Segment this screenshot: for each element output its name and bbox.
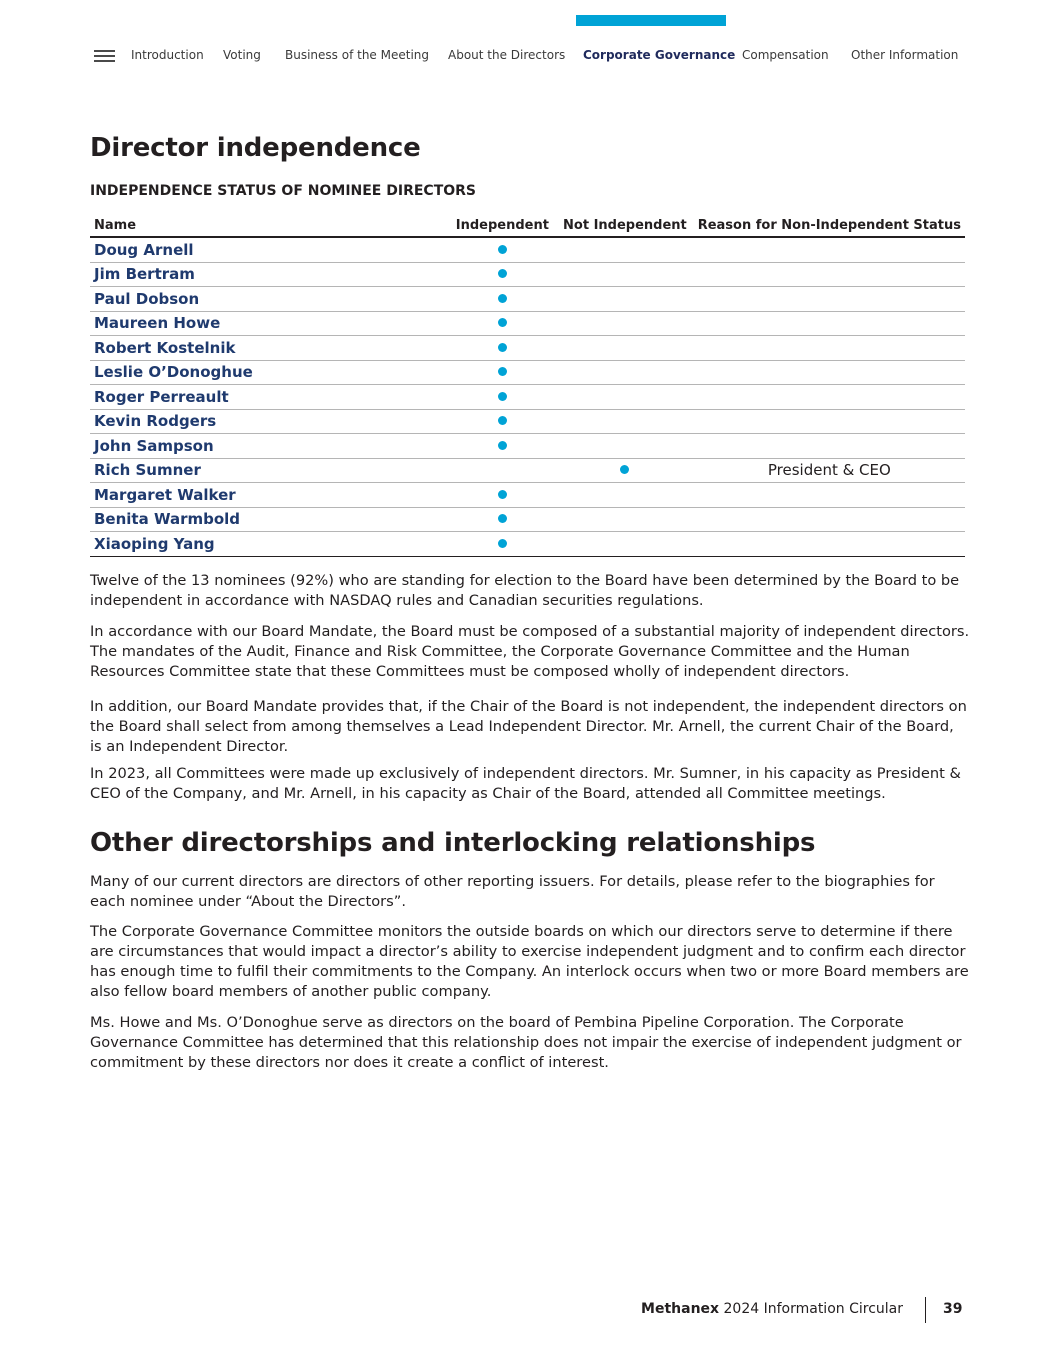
not-independent-cell [556, 360, 694, 385]
not-independent-cell [556, 483, 694, 508]
reason-cell [694, 360, 965, 385]
independent-cell [449, 311, 557, 336]
table-header-row [90, 212, 965, 237]
table-row [90, 532, 965, 557]
independent-cell [449, 287, 557, 312]
independent-cell [449, 360, 557, 385]
active-tab-indicator [576, 15, 726, 26]
section1-paragraph: In addition, our Board Mandate provides that, if the Chair of the Board is not independent, the independent directors on the Board shall select from among themselves a Lead Independent Director. Mr. Arnell, the current Chair of the Board, is an Independent Director. [90, 698, 967, 755]
column-header-not-independent: Not Independent [556, 212, 694, 237]
column-header-reason: Reason for Non-Independent Status [694, 212, 965, 237]
page-footer [0, 1300, 1055, 1324]
status-dot-icon [498, 441, 507, 450]
section1-paragraph: In accordance with our Board Mandate, the Board must be composed of a substantial majority of independent directors. The mandates of the Audit, Finance and Risk Committee, the Corporate Governance Committee and the Human Resources Committee state that these Committees must be composed wholly of independent directors. [90, 623, 970, 680]
reason-cell [694, 311, 965, 336]
independent-cell [449, 385, 557, 410]
nav-item-business-of-the-meeting[interactable]: Business of the Meeting [285, 48, 429, 62]
nav-item-compensation[interactable]: Compensation [742, 48, 829, 62]
director-name: Maureen Howe [90, 311, 449, 336]
section2-paragraph: The Corporate Governance Committee monitors the outside boards on which our directors serve to determine if there are circumstances that would impact a director’s ability to exercise independent judgment and to confirm each director has enough time to fulfil their commitments to the Company. An interlock occurs when two or more Board members are also fellow board members of another public company. [90, 923, 969, 1000]
table-row [90, 237, 965, 262]
director-name: John Sampson [90, 434, 449, 459]
section2-paragraph: Ms. Howe and Ms. O’Donoghue serve as directors on the board of Pembina Pipeline Corporation. The Corporate Governance Committee has determined that this relationship does not impair the exercise of independent judgment or commitment by these directors nor does it create a conflict of interest. [90, 1014, 962, 1071]
table-row [90, 507, 965, 532]
table-row [90, 311, 965, 336]
status-dot-icon [498, 245, 507, 254]
not-independent-cell [556, 458, 694, 483]
independent-cell [449, 336, 557, 361]
reason-cell [694, 507, 965, 532]
nav-item-other-information[interactable]: Other Information [851, 48, 959, 62]
director-name: Xiaoping Yang [90, 532, 449, 557]
nav-item-voting[interactable]: Voting [223, 48, 261, 62]
reason-cell [694, 532, 965, 557]
reason-cell [694, 385, 965, 410]
table-row [90, 262, 965, 287]
director-name: Paul Dobson [90, 287, 449, 312]
page-number: 39 [943, 1301, 963, 1317]
independent-cell [449, 409, 557, 434]
table-row [90, 336, 965, 361]
reason-cell [694, 336, 965, 361]
section2-paragraph: Many of our current directors are directors of other reporting issuers. For details, please refer to the biographies for each nominee under “About the Directors”. [90, 873, 935, 910]
table-row [90, 287, 965, 312]
independent-cell [449, 532, 557, 557]
independent-cell [449, 483, 557, 508]
table-title: INDEPENDENCE STATUS OF NOMINEE DIRECTORS [90, 183, 477, 199]
director-name: Kevin Rodgers [90, 409, 449, 434]
director-name: Roger Perreault [90, 385, 449, 410]
not-independent-cell [556, 434, 694, 459]
section1-paragraph: Twelve of the 13 nominees (92%) who are standing for election to the Board have been determined by the Board to be independent in accordance with NASDAQ rules and Canadian securities regulations. [90, 572, 960, 609]
footer-publication: 2024 Information Circular [723, 1301, 903, 1317]
nav-item-introduction[interactable]: Introduction [131, 48, 204, 62]
director-name: Leslie O’Donoghue [90, 360, 449, 385]
table-row [90, 385, 965, 410]
not-independent-cell [556, 311, 694, 336]
not-independent-cell [556, 262, 694, 287]
reason-cell [694, 434, 965, 459]
reason-cell [694, 483, 965, 508]
director-name: Doug Arnell [90, 237, 449, 262]
independent-cell [449, 262, 557, 287]
status-dot-icon [498, 490, 507, 499]
footer-divider [925, 1297, 926, 1323]
status-dot-icon [498, 318, 507, 327]
reason-cell [694, 237, 965, 262]
director-name: Benita Warmbold [90, 507, 449, 532]
table-row [90, 483, 965, 508]
reason-cell [694, 287, 965, 312]
hamburger-menu-icon[interactable] [94, 50, 115, 63]
status-dot-icon [498, 514, 507, 523]
status-dot-icon [498, 392, 507, 401]
column-header-name: Name [90, 212, 449, 237]
section1-paragraph: In 2023, all Committees were made up exclusively of independent directors. Mr. Sumner, in his capacity as President & CEO of the Company, and Mr. Arnell, in his capacity as Chair of the Board, attended all Committee meetings. [90, 765, 961, 802]
column-header-independent: Independent [449, 212, 557, 237]
not-independent-cell [556, 385, 694, 410]
table-row [90, 409, 965, 434]
reason-cell: President & CEO [694, 458, 965, 483]
status-dot-icon [498, 294, 507, 303]
status-dot-icon [498, 539, 507, 548]
table-row [90, 360, 965, 385]
independence-table [90, 212, 965, 557]
independent-cell [449, 434, 557, 459]
independent-cell [449, 237, 557, 262]
top-navigation [0, 0, 1055, 80]
nav-item-about-the-directors[interactable]: About the Directors [448, 48, 566, 62]
footer-company: Methanex [641, 1301, 720, 1317]
status-dot-icon [498, 416, 507, 425]
not-independent-cell [556, 336, 694, 361]
independent-cell [449, 507, 557, 532]
director-name: Margaret Walker [90, 483, 449, 508]
reason-cell [694, 262, 965, 287]
not-independent-cell [556, 287, 694, 312]
not-independent-cell [556, 507, 694, 532]
not-independent-cell [556, 409, 694, 434]
section-title-director-independence: Director independence [90, 133, 421, 163]
independent-cell [449, 458, 557, 483]
director-name: Jim Bertram [90, 262, 449, 287]
status-dot-icon [498, 367, 507, 376]
director-name: Rich Sumner [90, 458, 449, 483]
reason-cell [694, 409, 965, 434]
status-dot-icon [620, 465, 629, 474]
not-independent-cell [556, 532, 694, 557]
table-row [90, 458, 965, 483]
nav-item-corporate-governance[interactable]: Corporate Governance [583, 48, 736, 62]
table-row [90, 434, 965, 459]
not-independent-cell [556, 237, 694, 262]
status-dot-icon [498, 269, 507, 278]
status-dot-icon [498, 343, 507, 352]
section-title-other-directorships: Other directorships and interlocking relationships [90, 828, 816, 858]
director-name: Robert Kostelnik [90, 336, 449, 361]
